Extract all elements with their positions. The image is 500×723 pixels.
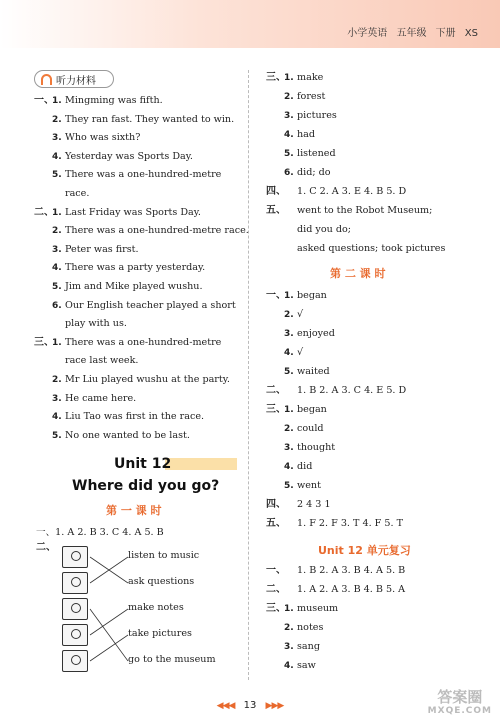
unit-title: Unit 12 (114, 456, 172, 472)
item-text: play with us. (65, 318, 127, 330)
answer-line (34, 132, 140, 144)
item-text: 1. A 2. A 3. B 4. B 5. A (297, 584, 406, 595)
section-marker: 四、 (266, 186, 286, 197)
picture-listen-music (62, 546, 88, 568)
item-number: 1. (284, 604, 294, 614)
item-text: pictures (297, 110, 337, 121)
answer-line (266, 461, 312, 473)
answer-line (266, 565, 405, 577)
item-number: 4. (284, 348, 294, 358)
item-number: 4. (52, 412, 62, 423)
item-number: 2. (52, 226, 62, 237)
item-number: 1. (284, 291, 294, 301)
watermark (428, 690, 492, 718)
item-number: 6. (284, 168, 294, 178)
item-text: could (297, 423, 324, 434)
section-marker: 一、 (266, 565, 286, 576)
item-number: 5. (52, 170, 62, 181)
header-title: 小学英语 五年级 下册 XS (347, 28, 478, 39)
item-text: There was a one-hundred-metre race. (65, 225, 249, 237)
item-text: 1. B 2. A 3. B 4. A 5. B (297, 565, 406, 576)
section-marker: 三、 (266, 72, 286, 83)
section-marker: 五、 (266, 205, 286, 216)
item-text: Mr Liu played wushu at the party. (65, 374, 230, 385)
item-text: waited (297, 366, 330, 377)
item-text: Who was sixth? (65, 132, 141, 144)
watermark-top: 答案圈 (437, 688, 483, 706)
lesson2-title: 第 二 课 时 (330, 267, 386, 280)
section-marker: 一、 (34, 95, 54, 106)
answer-line (34, 318, 127, 330)
item-text: asked questions; took pictures (297, 243, 446, 254)
answer-line (266, 366, 330, 378)
item-text: 2 4 3 1 (297, 499, 331, 510)
answer-line (34, 393, 136, 405)
item-text: began (297, 404, 327, 415)
listening-label: 听力材料 (56, 75, 96, 87)
answer-line (34, 430, 190, 442)
item-text: Last Friday was Sports Day. (65, 206, 201, 218)
item-text: There was a one-hundred-metre (65, 336, 222, 348)
picture-museum (62, 598, 88, 620)
answer-line (266, 518, 403, 530)
picture-take-pictures (62, 650, 88, 672)
item-text: did you do; (297, 224, 351, 235)
answer-line (34, 225, 249, 237)
item-text: √ (297, 309, 304, 320)
item-number: 2. (52, 114, 62, 125)
answer-line (266, 603, 338, 615)
answer-line (34, 95, 163, 107)
item-text: race. (65, 188, 90, 199)
answer-line (266, 186, 406, 198)
listening-label-pill (34, 70, 114, 88)
item-text: sang (297, 641, 320, 652)
section-marker: 一、 (266, 290, 286, 301)
item-text: Yesterday was Sports Day. (65, 150, 193, 162)
item-number: 3. (52, 133, 62, 144)
answer-line (266, 641, 320, 653)
item-text: went (297, 480, 321, 491)
answer-line (266, 499, 331, 511)
item-text: thought (297, 442, 336, 453)
item-number: 3. (284, 443, 294, 453)
page-number: 13 (243, 700, 257, 711)
answer-line (266, 584, 405, 596)
answer-line (266, 309, 303, 321)
item-text: did (297, 461, 313, 472)
answer-line (266, 148, 336, 160)
item-text: did; do (297, 167, 331, 178)
item-number: 5. (284, 481, 294, 491)
answer-line (266, 385, 406, 397)
item-text: Our English teacher played a short (65, 299, 236, 311)
item-text: Jim and Mike played wushu. (65, 281, 203, 292)
lesson1-q2-section: 二、 (36, 542, 56, 553)
item-text: race last week. (65, 355, 139, 367)
item-number: 3. (284, 329, 294, 339)
answer-line (266, 480, 321, 492)
item-number: 6. (52, 300, 62, 311)
item-number: 5. (52, 282, 62, 292)
picture-ask-questions (62, 572, 88, 594)
item-number: 2. (284, 424, 294, 434)
item-text: museum (297, 603, 339, 614)
item-text: √ (297, 347, 304, 358)
answer-line (266, 423, 324, 435)
answer-line (34, 300, 236, 312)
match-phrase: ask questions (128, 576, 195, 587)
answer-line (266, 622, 323, 634)
item-text: saw (297, 660, 316, 671)
answer-line (34, 114, 234, 126)
item-text: listened (297, 148, 336, 159)
item-number: 3. (284, 642, 294, 652)
answer-line (266, 72, 323, 84)
headphones-icon (41, 74, 52, 85)
section-marker: 五、 (266, 518, 286, 529)
answer-line (266, 442, 335, 454)
answer-line (34, 374, 230, 386)
column-divider (248, 70, 249, 680)
answer-line (34, 244, 139, 256)
answer-line (266, 91, 325, 103)
answer-line (266, 205, 432, 217)
answer-line (34, 411, 204, 423)
item-text: Mingming was fifth. (65, 95, 163, 106)
item-text: began (297, 290, 327, 301)
right-arrows-icon: ▶▶▶ (265, 701, 284, 711)
item-text: Liu Tao was first in the race. (65, 411, 205, 423)
item-text: They ran fast. They wanted to win. (65, 113, 235, 125)
item-number: 1. (52, 207, 62, 218)
item-number: 2. (52, 375, 62, 385)
item-text: 1. B 2. A 3. C 4. E 5. D (297, 385, 407, 396)
item-number: 1. (284, 73, 294, 83)
item-text: went to the Robot Museum; (297, 205, 433, 216)
item-number: 4. (52, 151, 62, 162)
answer-line (34, 207, 201, 219)
item-number: 3. (52, 244, 62, 255)
match-phrase: go to the museum (128, 654, 216, 665)
watermark-bottom: MXQE.COM (427, 706, 492, 716)
answer-line (34, 262, 205, 274)
item-text: Peter was first. (65, 243, 139, 255)
item-number: 2. (284, 623, 294, 633)
section-marker: 四、 (266, 499, 286, 510)
item-number: 1. (52, 96, 62, 106)
answer-line (266, 110, 337, 122)
answer-line (266, 243, 445, 255)
section-marker: 二、 (266, 584, 286, 595)
item-number: 4. (284, 130, 294, 140)
item-text: No one wanted to be last. (65, 429, 190, 441)
item-text: 1. C 2. A 3. E 4. B 5. D (297, 186, 407, 197)
match-phrase: take pictures (128, 628, 192, 639)
page-footer (0, 700, 500, 711)
answer-line (34, 188, 89, 200)
item-number: 1. (284, 405, 294, 415)
title-highlight (165, 458, 237, 470)
item-number: 4. (284, 462, 294, 472)
item-number: 5. (52, 430, 62, 441)
section-marker: 三、 (266, 603, 286, 614)
item-number: 2. (284, 92, 294, 102)
item-text: He came here. (65, 392, 137, 404)
section-marker: 三、 (266, 404, 286, 415)
lesson1-q1: 一、1. A 2. B 3. C 4. A 5. B (36, 527, 164, 538)
item-number: 4. (52, 263, 62, 274)
review-title: Unit 12 单元复习 (318, 544, 411, 557)
answer-line (266, 347, 303, 359)
answer-line (266, 660, 316, 672)
item-number: 5. (284, 149, 294, 159)
item-text: forest (297, 91, 326, 102)
match-phrase: listen to music (128, 550, 200, 561)
item-number: 1. (52, 337, 62, 348)
item-number: 3. (52, 393, 62, 404)
answer-line (34, 281, 203, 293)
left-arrows-icon: ◀◀◀ (216, 701, 235, 711)
item-text: notes (297, 622, 324, 633)
picture-make-notes (62, 624, 88, 646)
answer-line (34, 355, 138, 367)
item-number: 2. (284, 310, 294, 320)
answer-line (266, 404, 327, 416)
item-number: 5. (284, 367, 294, 377)
answer-line (34, 151, 193, 163)
answer-line (266, 328, 335, 340)
item-text: had (297, 129, 316, 140)
answer-line (34, 169, 221, 181)
matching-lines (88, 546, 132, 666)
item-text: There was a party yesterday. (65, 262, 206, 274)
answer-line (266, 167, 331, 179)
answer-line (266, 224, 351, 236)
answer-line (266, 129, 315, 141)
section-marker: 二、 (34, 206, 54, 218)
match-phrase: make notes (128, 602, 184, 613)
answer-line (34, 337, 221, 349)
item-text: make (297, 72, 324, 83)
unit-subtitle: Where did you go? (72, 478, 220, 494)
item-text: There was a one-hundred-metre (65, 169, 222, 181)
item-text: enjoyed (297, 328, 335, 339)
item-number: 4. (284, 661, 294, 671)
item-text: 1. F 2. F 3. T 4. F 5. T (297, 518, 403, 529)
answer-line (266, 290, 327, 302)
section-marker: 二、 (266, 385, 286, 396)
section-marker: 三、 (34, 336, 54, 348)
lesson1-title: 第 一 课 时 (106, 504, 162, 517)
item-number: 3. (284, 111, 294, 121)
